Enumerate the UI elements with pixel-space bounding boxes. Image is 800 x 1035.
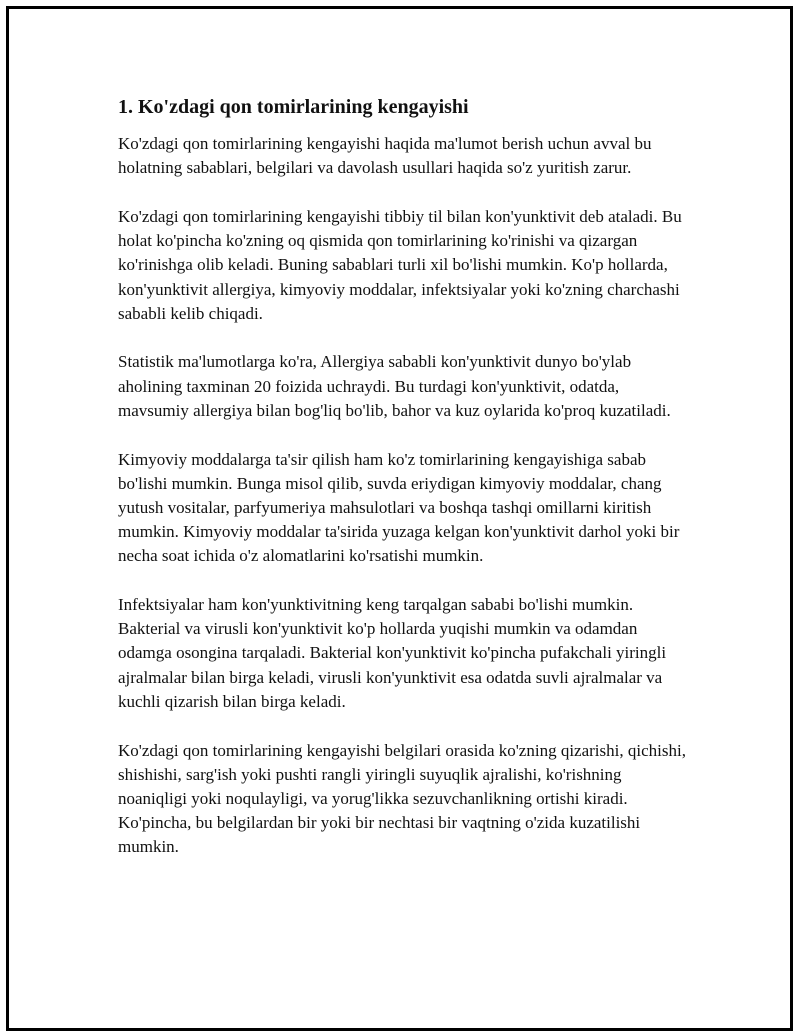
paragraph-infection-causes: Infektsiyalar ham kon'yunktivitning keng tarqalgan sababi bo'lishi mumkin. Bakterial va virusli kon'yunktivit ko'p hollarda yuqishi mumkin va odamdan odamga osongina tarqaladi. Bakterial kon'yunktivit ko'pincha pufakchali yiringli ajralmalar bilan birga keladi, virusli kon'yunktivit esa odatda suvli ajralmalar va kuchli qizarish bilan birga keladi.: [118, 595, 667, 711]
paragraph-allergy-statistics: Statistik ma'lumotlarga ko'ra, Allergiya sababli kon'yunktivit dunyo bo'ylab aholining taxminan 20 foizida uchraydi. Bu turdagi kon'yunktivit, odatda, mavsumiy allergiya bilan bog'liq bo'lib, bahor va kuz oylarida ko'proq kuzatiladi.: [118, 352, 671, 420]
paragraph-chemical-causes: Kimyoviy moddalarga ta'sir qilish ham ko'z tomirlarining kengayishiga sabab bo'lishi mumkin. Bunga misol qilib, suvda eriydigan kimyoviy moddalar, chang yutush vositalar, parfyumeriya mahsulotlari va boshqa tashqi omillarni kiritish mumkin. Kimyoviy moddalar ta'sirida yuzaga kelgan kon'yunktivit darhol yoki bir necha soat ichida o'z alomatlarini ko'rsatishi mumkin.: [118, 449, 680, 566]
paragraph-symptoms: Ko'zdagi qon tomirlarining kengayishi belgilari orasida ko'zning qizarishi, qichishi, shishishi, sarg'ish yoki pushti rangli yiringli suyuqlik ajralishi, ko'rishning noaniqligi yoki noqulayligi, va yorug'likka sezuvchanlikning ortishi kiradi. Ko'pincha, bu belgilardan bir yoki bir nechtasi bir vaqtning o'zida kuzatilishi mumkin.: [118, 740, 686, 857]
document-body: [118, 93, 688, 884]
paragraph-definition: Ko'zdagi qon tomirlarining kengayishi tibbiy til bilan kon'yunktivit deb ataladi. Bu holat ko'pincha ko'zning oq qismida qon tomirlarining ko'rinishi va qizargan ko'rinishga olib keladi. Buning sabablari turli xil bo'lishi mumkin. Ko'p hollarda, kon'yunktivit allergiya, kimyoviy moddalar, infektsiyalar yoki ko'zning charchashi sababli kelib chiqadi.: [118, 206, 682, 323]
section-title: 1. Ko'zdagi qon tomirlarining kengayishi: [118, 96, 469, 118]
paragraph-intro: Ko'zdagi qon tomirlarining kengayishi haqida ma'lumot berish uchun avval bu holatning sabablari, belgilari va davolash usullari haqida so'z yuritish zarur.: [118, 134, 652, 178]
